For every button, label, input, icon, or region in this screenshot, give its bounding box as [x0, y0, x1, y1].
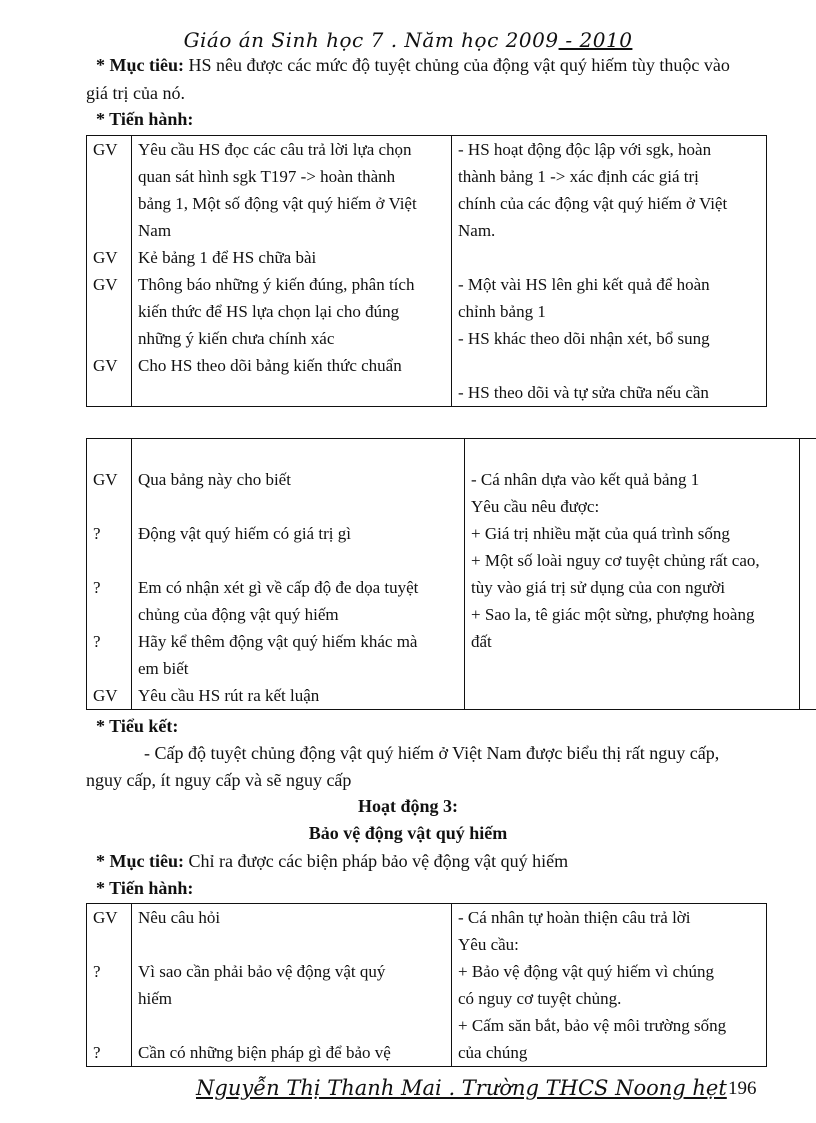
activity-subtitle: Bảo vệ động vật quý hiếm — [308, 823, 508, 843]
student-line: Yêu cầu: — [458, 935, 519, 954]
teacher-line: Cần có những biện pháp gì để bảo vệ — [138, 1043, 391, 1062]
student-activity-column — [465, 439, 800, 710]
teacher-line: hiếm — [138, 989, 172, 1008]
teacher-activity-column — [132, 136, 452, 407]
objective-3 — [96, 848, 568, 874]
objective-text: Chỉ ra được các biện pháp bảo vệ động vật quý hiếm — [183, 851, 569, 871]
teacher-line: Nam — [138, 221, 172, 240]
teacher-line: Nêu câu hỏi — [138, 908, 221, 927]
role-cell: ? — [93, 524, 101, 543]
student-line: tùy vào giá trị sử dụng của con người — [471, 578, 726, 597]
teacher-line — [138, 931, 445, 958]
page-header — [0, 28, 816, 52]
student-line: + Cấm săn bắt, bảo vệ môi trường sống — [458, 1016, 727, 1035]
objective-1 — [96, 52, 730, 78]
role-cell — [93, 655, 125, 682]
teacher-line: Thông báo những ý kiến đúng, phân tích — [138, 275, 415, 294]
student-line — [458, 244, 760, 271]
activity-table-2 — [86, 438, 816, 710]
role-cell: GV — [93, 470, 118, 489]
activity-table-3 — [86, 903, 767, 1067]
teacher-line: Hãy kể thêm động vật quý hiếm khác mà — [138, 632, 418, 651]
student-activity-column — [452, 904, 767, 1067]
role-cell — [93, 379, 125, 406]
procedure-heading-1: * Tiến hành: — [96, 109, 194, 129]
teacher-line: Yêu cầu HS đọc các câu trả lời lựa chọn — [138, 140, 412, 159]
role-cell — [93, 163, 125, 190]
objective-text: HS nêu được các mức độ tuyệt chủng của động vật quý hiếm tùy thuộc vào — [183, 55, 730, 75]
objective-label: * Mục tiêu: — [96, 55, 184, 75]
student-line: - HS khác theo dõi nhận xét, bổ sung — [458, 329, 710, 348]
student-line: + Bảo vệ động vật quý hiếm vì chúng — [458, 962, 715, 981]
student-line: của chúng — [458, 1043, 528, 1062]
student-line: đất — [471, 632, 492, 651]
student-line — [458, 352, 760, 379]
student-line: chính của các động vật quý hiếm ở Việt — [458, 194, 728, 213]
teacher-line: em biết — [138, 659, 189, 678]
teacher-line: Động vật quý hiếm có giá trị gì — [138, 524, 351, 543]
role-cell — [93, 1012, 125, 1039]
role-cell: GV — [93, 356, 118, 375]
teacher-line: kiến thức để HS lựa chọn lại cho đúng — [138, 302, 400, 321]
student-line: + Sao la, tê giác một sừng, phượng hoàng — [471, 605, 755, 624]
role-cell: ? — [93, 1043, 101, 1062]
role-cell: ? — [93, 632, 101, 651]
student-line: có nguy cơ tuyệt chủng. — [458, 989, 622, 1008]
teacher-line: Cho HS theo dõi bảng kiến thức chuẩn — [138, 356, 402, 375]
role-cell: GV — [93, 140, 118, 159]
role-cell: ? — [93, 578, 101, 597]
student-activity-column — [452, 136, 767, 407]
teacher-line — [138, 1012, 445, 1039]
teacher-line — [138, 547, 458, 574]
role-cell — [93, 298, 125, 325]
teacher-line: Em có nhận xét gì về cấp độ đe dọa tuyệt — [138, 578, 419, 597]
teacher-line: quan sát hình sgk T197 -> hoàn thành — [138, 167, 396, 186]
activity-title: Hoạt động 3: — [357, 796, 458, 816]
author-line: Nguyễn Thị Thanh Mai . Trường THCS Noong hẹt — [196, 1076, 727, 1100]
student-line — [471, 655, 793, 682]
teacher-role-column — [87, 439, 132, 710]
page-number: 196 — [728, 1078, 757, 1099]
teacher-line: chủng của động vật quý hiếm — [138, 605, 339, 624]
role-cell — [93, 985, 125, 1012]
student-line: - HS hoạt động độc lập với sgk, hoàn — [458, 140, 712, 159]
student-line: thành bảng 1 -> xác định các giá trị — [458, 167, 699, 186]
role-cell: GV — [93, 248, 118, 267]
activity-table-1 — [86, 135, 767, 407]
teacher-line: Qua bảng này cho biết — [138, 470, 291, 489]
teacher-line: những ý kiến chưa chính xác — [138, 329, 335, 348]
extra-column — [800, 439, 816, 710]
role-cell: GV — [93, 275, 118, 294]
teacher-line — [138, 379, 445, 406]
teacher-line — [138, 439, 458, 466]
teacher-role-column — [87, 136, 132, 407]
student-line: Yêu cầu nêu được: — [471, 497, 600, 516]
role-cell: GV — [93, 908, 118, 927]
teacher-role-column — [87, 904, 132, 1067]
role-cell — [93, 601, 125, 628]
role-cell — [93, 547, 125, 574]
teacher-activity-column — [132, 439, 465, 710]
student-line: + Giá trị nhiều mặt của quá trình sống — [471, 524, 730, 543]
summary-line-1: - Cấp độ tuyệt chủng động vật quý hiếm ở Việt Nam được biểu thị rất nguy cấp, — [144, 743, 720, 763]
footer-author — [196, 1076, 727, 1100]
teacher-activity-column — [132, 904, 452, 1067]
role-cell — [93, 217, 125, 244]
teacher-line — [138, 493, 458, 520]
student-line: - Cá nhân dựa vào kết quả bảng 1 — [471, 470, 700, 489]
role-cell — [93, 190, 125, 217]
role-cell: GV — [93, 686, 118, 705]
role-cell — [93, 493, 125, 520]
student-line: - Một vài HS lên ghi kết quả để hoàn — [458, 275, 710, 294]
procedure-heading-3: * Tiến hành: — [96, 878, 194, 898]
teacher-line: Kẻ bảng 1 để HS chữa bài — [138, 248, 317, 267]
summary-label: * Tiểu kết: — [96, 716, 179, 736]
student-line: - HS theo dõi và tự sửa chữa nếu cần — [458, 383, 709, 402]
objective-label: * Mục tiêu: — [96, 851, 184, 871]
student-line — [471, 439, 793, 466]
student-line: - Cá nhân tự hoàn thiện câu trả lời — [458, 908, 691, 927]
student-line: chỉnh bảng 1 — [458, 302, 546, 321]
student-line: Nam. — [458, 221, 496, 240]
teacher-line: Yêu cầu HS rút ra kết luận — [138, 686, 320, 705]
teacher-line: bảng 1, Một số động vật quý hiếm ở Việt — [138, 194, 417, 213]
role-cell — [93, 439, 125, 466]
student-line — [471, 682, 793, 709]
student-line: + Một số loài nguy cơ tuyệt chủng rất cao, — [471, 551, 760, 570]
role-cell: ? — [93, 962, 101, 981]
header-title: Giáo án Sinh học 7 . Năm học 2009 — [183, 28, 559, 52]
role-cell — [93, 931, 125, 958]
teacher-line: Vì sao cần phải bảo vệ động vật quý — [138, 962, 386, 981]
summary-line-2: nguy cấp, ít nguy cấp và sẽ nguy cấp — [86, 770, 352, 790]
header-year-end: - 2010 — [558, 28, 633, 52]
role-cell — [93, 325, 125, 352]
objective-1-cont: giá trị của nó. — [86, 83, 185, 103]
